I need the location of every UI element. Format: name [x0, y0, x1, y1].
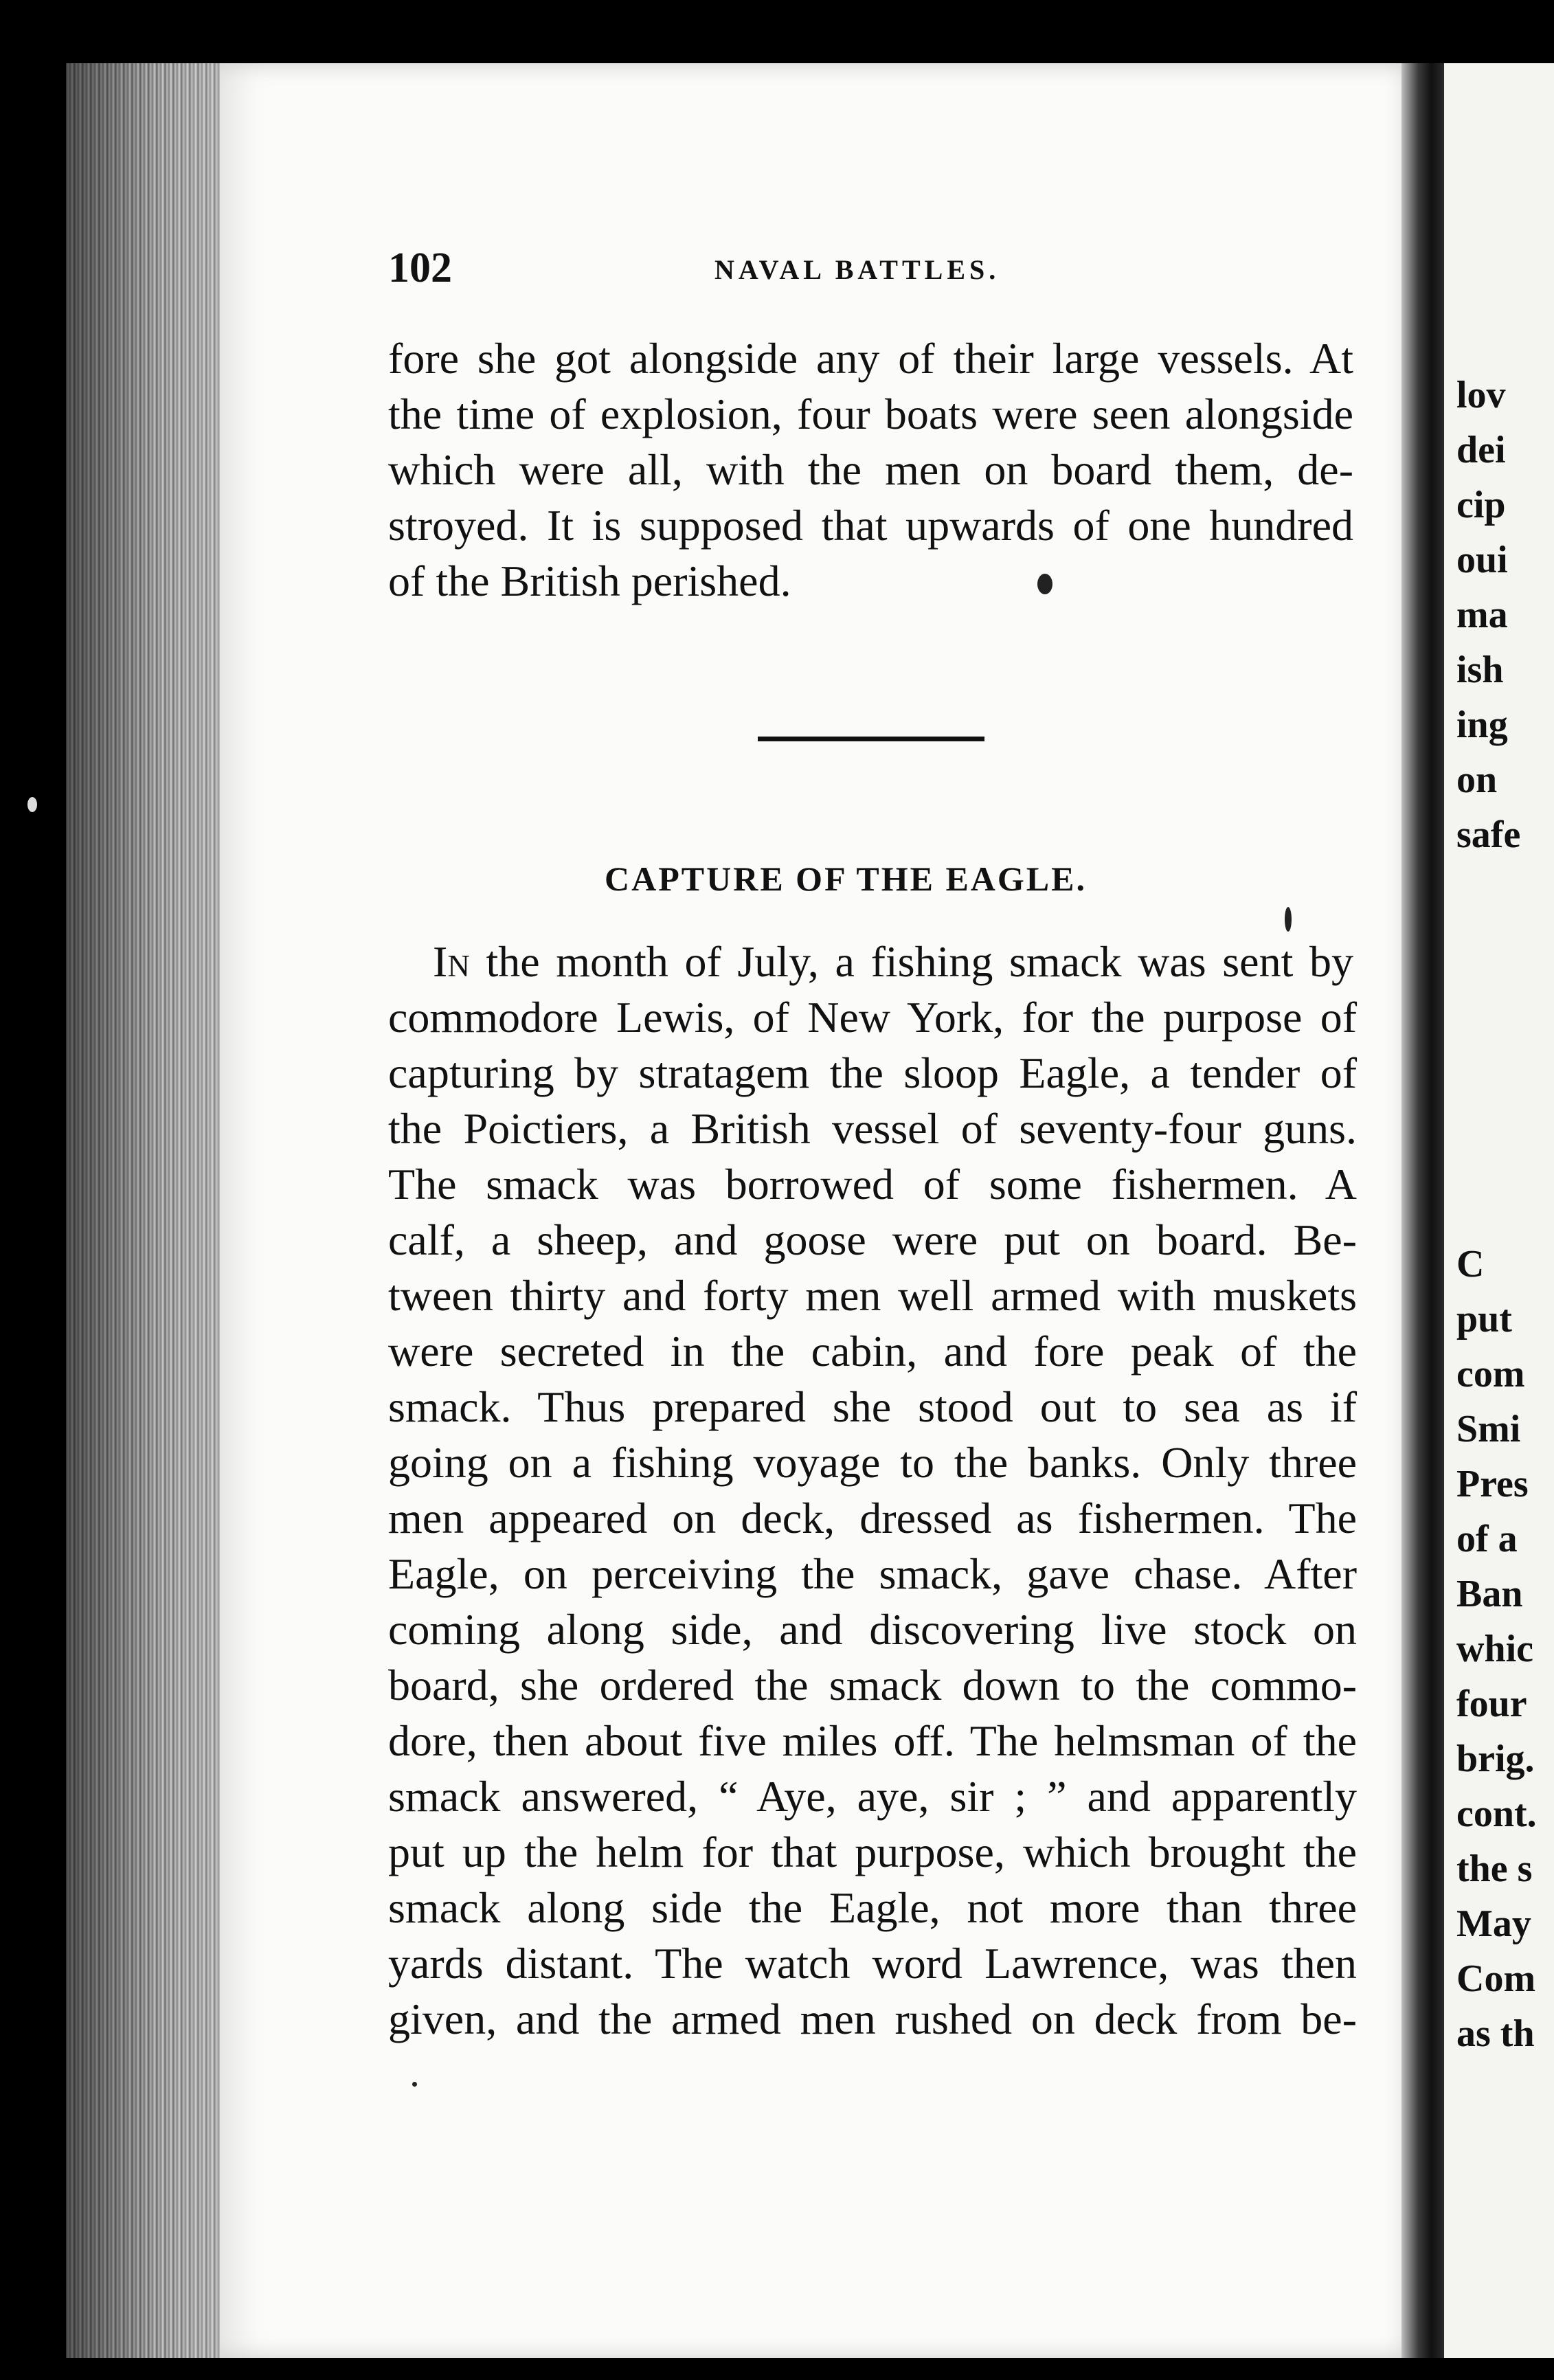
text-line: board, she ordered the smack down to the commo- — [388, 1661, 1357, 1709]
facing-line: whic — [1456, 1628, 1533, 1670]
facing-line: the s — [1456, 1848, 1533, 1890]
text-line: capturing by stratagem the sloop Eagle, a tender of — [388, 1048, 1357, 1097]
ink-speck — [412, 2082, 417, 2087]
facing-line: cont. — [1456, 1793, 1537, 1835]
facing-line: of a — [1456, 1518, 1518, 1560]
facing-line: put — [1456, 1298, 1512, 1340]
section-title: CAPTURE OF THE EAGLE. — [605, 860, 1087, 898]
text-line: smack answered, “ Aye, aye, sir ; ” and apparently — [388, 1772, 1357, 1821]
facing-line: as th — [1456, 2012, 1535, 2055]
text-line: of the British perished. — [388, 557, 791, 605]
text-line: dore, then about five miles off. The helmsman of the — [388, 1716, 1357, 1765]
facing-line: May — [1456, 1902, 1531, 1945]
facing-line: Com — [1456, 1957, 1536, 2000]
facing-line: Ban — [1456, 1573, 1523, 1615]
text-line: tween thirty and forty men well armed with muskets — [388, 1271, 1357, 1320]
text-line: Eagle, on perceiving the smack, gave chase. After — [388, 1549, 1357, 1598]
text-line: calf, a sheep, and goose were put on board. Be- — [388, 1215, 1357, 1264]
facing-line: Smi — [1456, 1408, 1521, 1450]
first-line-text: the month of July, a fishing smack was sent by — [469, 937, 1353, 986]
facing-line: brig. — [1456, 1738, 1535, 1780]
facing-line: ish — [1456, 649, 1504, 691]
page-edges — [66, 63, 238, 2358]
page-number: 102 — [388, 245, 452, 291]
text-line: yards distant. The watch word Lawrence, was then — [388, 1939, 1357, 1988]
text-line: men appeared on deck, dressed as fishermen. The — [388, 1494, 1357, 1542]
text-line: The smack was borrowed of some fishermen. A — [388, 1160, 1357, 1209]
facing-line: com — [1456, 1353, 1525, 1395]
text-line: the Poictiers, a British vessel of seventy-four guns. — [388, 1104, 1357, 1153]
text-line: which were all, with the men on board them, de- — [388, 445, 1353, 494]
facing-line: oui — [1456, 539, 1508, 581]
facing-line: lov — [1456, 374, 1506, 416]
facing-line: on — [1456, 759, 1498, 801]
facing-page-fragment — [1444, 63, 1554, 2358]
book-gutter — [1401, 63, 1444, 2358]
facing-line: four — [1456, 1683, 1527, 1725]
running-head: NAVAL BATTLES. — [714, 254, 1000, 285]
page-header — [388, 244, 1371, 299]
facing-line: Pres — [1456, 1463, 1529, 1505]
facing-line: C — [1456, 1243, 1485, 1286]
section-divider — [758, 737, 984, 741]
facing-line: ing — [1456, 704, 1508, 746]
facing-line: ma — [1456, 594, 1508, 636]
ink-speck — [1037, 574, 1052, 594]
ink-speck — [1285, 907, 1292, 932]
text-line: stroyed. It is supposed that upwards of one hundred — [388, 501, 1353, 550]
text-line: were secreted in the cabin, and fore peak of the — [388, 1327, 1357, 1376]
facing-line: safe — [1456, 813, 1521, 856]
text-line: put up the helm for that purpose, which brought the — [388, 1828, 1357, 1876]
text-line: coming along side, and discovering live stock on — [388, 1605, 1357, 1654]
facing-line: cip — [1456, 484, 1506, 526]
text-line: given, and the armed men rushed on deck from be- — [388, 1995, 1357, 2043]
text-line: going on a fishing voyage to the banks. Only three — [388, 1438, 1357, 1487]
ink-speck — [27, 797, 37, 812]
text-line: commodore Lewis, of New York, for the purpose of — [388, 993, 1357, 1042]
text-line: the time of explosion, four boats were seen alongside — [388, 390, 1353, 438]
paragraph-first-line — [433, 937, 1353, 986]
text-line: fore she got alongside any of their large vessels. At — [388, 334, 1353, 383]
text-line: smack. Thus prepared she stood out to sea as if — [388, 1382, 1357, 1431]
facing-line: dei — [1456, 429, 1506, 471]
drop-initial: In — [433, 937, 470, 986]
text-line: smack along side the Eagle, not more than three — [388, 1883, 1357, 1932]
